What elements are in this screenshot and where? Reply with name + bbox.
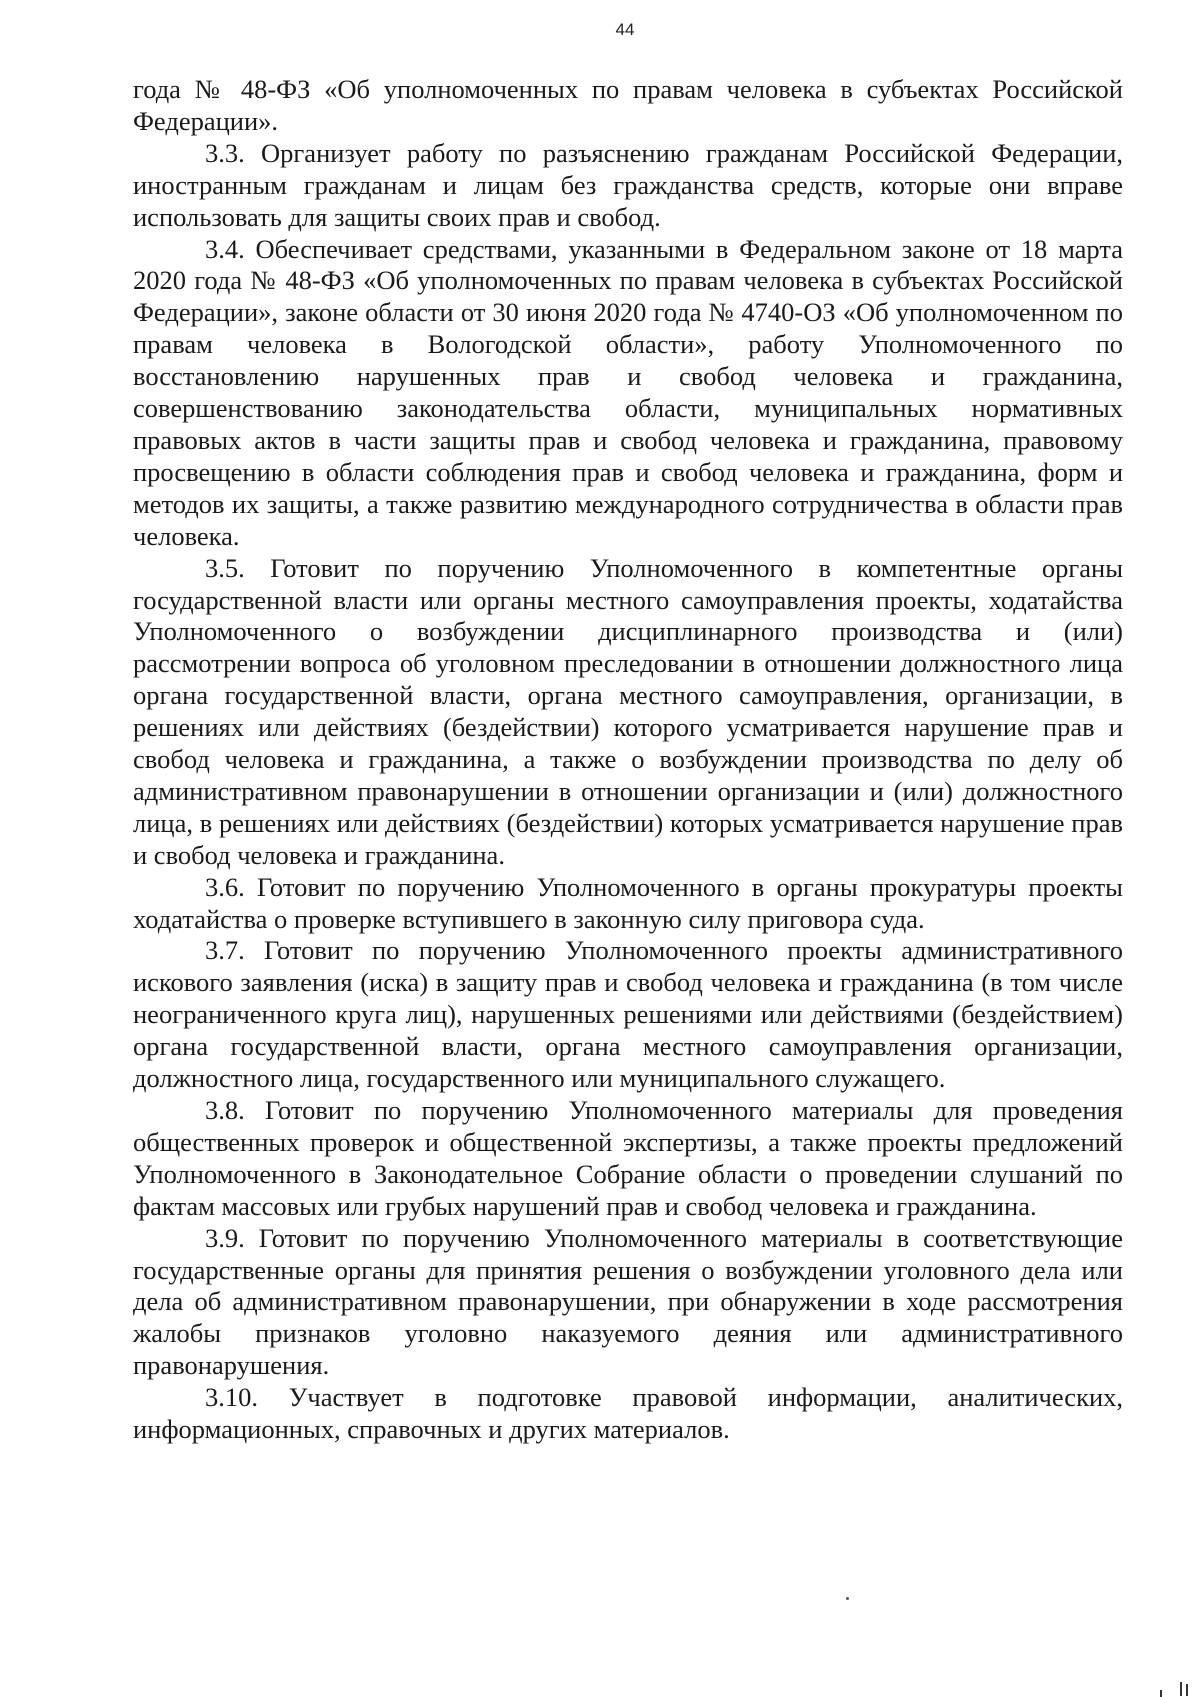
- paragraph-continuation: года № 48-ФЗ «Об уполномоченных по правам человека в субъектах Российской Федерации».: [133, 74, 1123, 136]
- page-number: 44: [615, 20, 635, 39]
- document-body: [133, 74, 1123, 1446]
- scan-speck: [846, 1597, 849, 1600]
- paragraph-3-10: 3.10. Участвует в подготовке правовой информации, аналитических, информационных, справочных и других материалов.: [133, 1382, 1123, 1445]
- scan-artifact: [1180, 1682, 1182, 1696]
- paragraph-3-3: 3.3. Организует работу по разъяснению гражданам Российской Федерации, иностранным гражданам и лицам без гражданства средств, которые они вправе использовать для защиты своих прав и свобод.: [133, 137, 1123, 232]
- paragraph-3-5: 3.5. Готовит по поручению Уполномоченного в компетентные органы государственной власти или органы местного самоуправления проекты, ходатайства Уполномоченного о возбуждении дисциплинарного производства и (или) рассмотрении вопроса об уголовном преследовании в отношении должностного лица органа государственной власти, органа местного самоуправления, организации, в решениях или действиях (бездействии) которого усматривается нарушение прав и свобод человека и гражданина, а также о возбуждении производства по делу об административном правонарушении в отношении организации и (или) должностного лица, в решениях или действиях (бездействии) которых усматривается нарушение прав и свобод человека и гражданина.: [133, 552, 1123, 870]
- scan-artifact: [1160, 1690, 1162, 1697]
- paragraph-3-9: 3.9. Готовит по поручению Уполномоченного материалы в соответствующие государственные органы для принятия решения о возбуждении уголовного дела или дела об административном правонарушении, при обнаружении в ходе рассмотрения жалобы признаков уголовно наказуемого деяния или административного правонарушения.: [133, 1222, 1123, 1381]
- paragraph-3-7: 3.7. Готовит по поручению Уполномоченного проекты административного искового заявления (иска) в защиту прав и свобод человека и гражданина (в том числе неограниченного круга лиц), нарушенных решениями или действиями (бездействием) органа государственной власти, органа местного самоуправления организации, должностного лица, государственного или муниципального служащего.: [133, 935, 1123, 1094]
- paragraph-3-6: 3.6. Готовит по поручению Уполномоченного в органы прокуратуры проекты ходатайства о проверке вступившего в законную силу приговора суда.: [133, 871, 1123, 934]
- paragraph-3-8: 3.8. Готовит по поручению Уполномоченного материалы для проведения общественных проверок и общественной экспертизы, а также проекты предложений Уполномоченного в Законодательное Собрание области о проведении слушаний по фактам массовых или грубых нарушений прав и свобод человека и гражданина.: [133, 1095, 1123, 1221]
- paragraph-3-4: 3.4. Обеспечивает средствами, указанными в Федеральном законе от 18 марта 2020 года № 48-ФЗ «Об уполномоченных по правам человека в субъектах Российской Федерации», законе области от 30 июня 2020 года № 4740-ОЗ «Об уполномоченном по правам человека в Вологодской области», работу Уполномоченного по восстановлению нарушенных прав и свобод человека и гражданина, совершенствованию законодательства области, муниципальных нормативных правовых актов в части защиты прав и свобод человека и гражданина, правовому просвещению в области соблюдения прав и свобод человека и гражданина, форм и методов их защиты, а также развитию международного сотрудничества в области прав человека.: [133, 233, 1123, 551]
- scan-artifact: [1186, 1684, 1188, 1696]
